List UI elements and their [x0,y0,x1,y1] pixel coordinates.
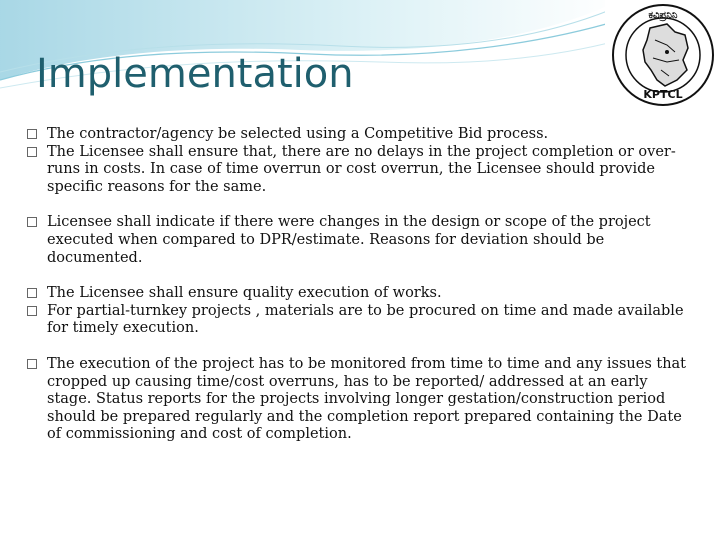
bullet-item [26,126,686,144]
page-title: Implementation [36,51,354,97]
bullet-list [26,126,686,444]
checkbox-bullet-icon [27,147,37,157]
bullet-text: The execution of the project has to be monitored from time to time and any issues that cropped up causing time/cost overruns, has to be reported/ addressed at an early stage. Status reports for the projects involving longer gestation/construction period should be prepared regularly and the completion report prepared containing the Date of commissioning and cost of completion. [47,355,687,443]
logo-kptcl-text: KPTCL [643,88,683,101]
bullet-item [26,144,686,197]
bullet-item [26,356,686,444]
bullet-text: Licensee shall indicate if there were changes in the design or scope of the project executed when compared to DPR/estimate. Reasons for deviation should be documented. [47,214,651,266]
checkbox-bullet-icon [27,129,37,139]
checkbox-bullet-icon [27,217,37,227]
checkbox-bullet-icon [27,288,37,298]
kptcl-logo [605,0,720,110]
bullet-text: The contractor/agency be selected using a Competitive Bid process. [47,126,549,142]
bullet-text: The Licensee shall ensure that, there are no delays in the project completion or over-runs in costs. In case of time overrun or cost overrun, the Licensee should provide specific reasons for the same. [47,143,676,195]
bullet-item [26,285,686,303]
bullet-text: The Licensee shall ensure quality execution of works. [47,285,442,302]
bullet-item [26,303,686,338]
bullet-text: For partial-turnkey projects , materials are to be procured on time and made available for timely execution. [47,302,684,337]
checkbox-bullet-icon [27,359,37,369]
checkbox-bullet-icon [27,306,37,316]
bullet-item [26,214,686,267]
logo-kannada-text: ಕವಿಪ್ರನಿನಿ [648,10,678,21]
